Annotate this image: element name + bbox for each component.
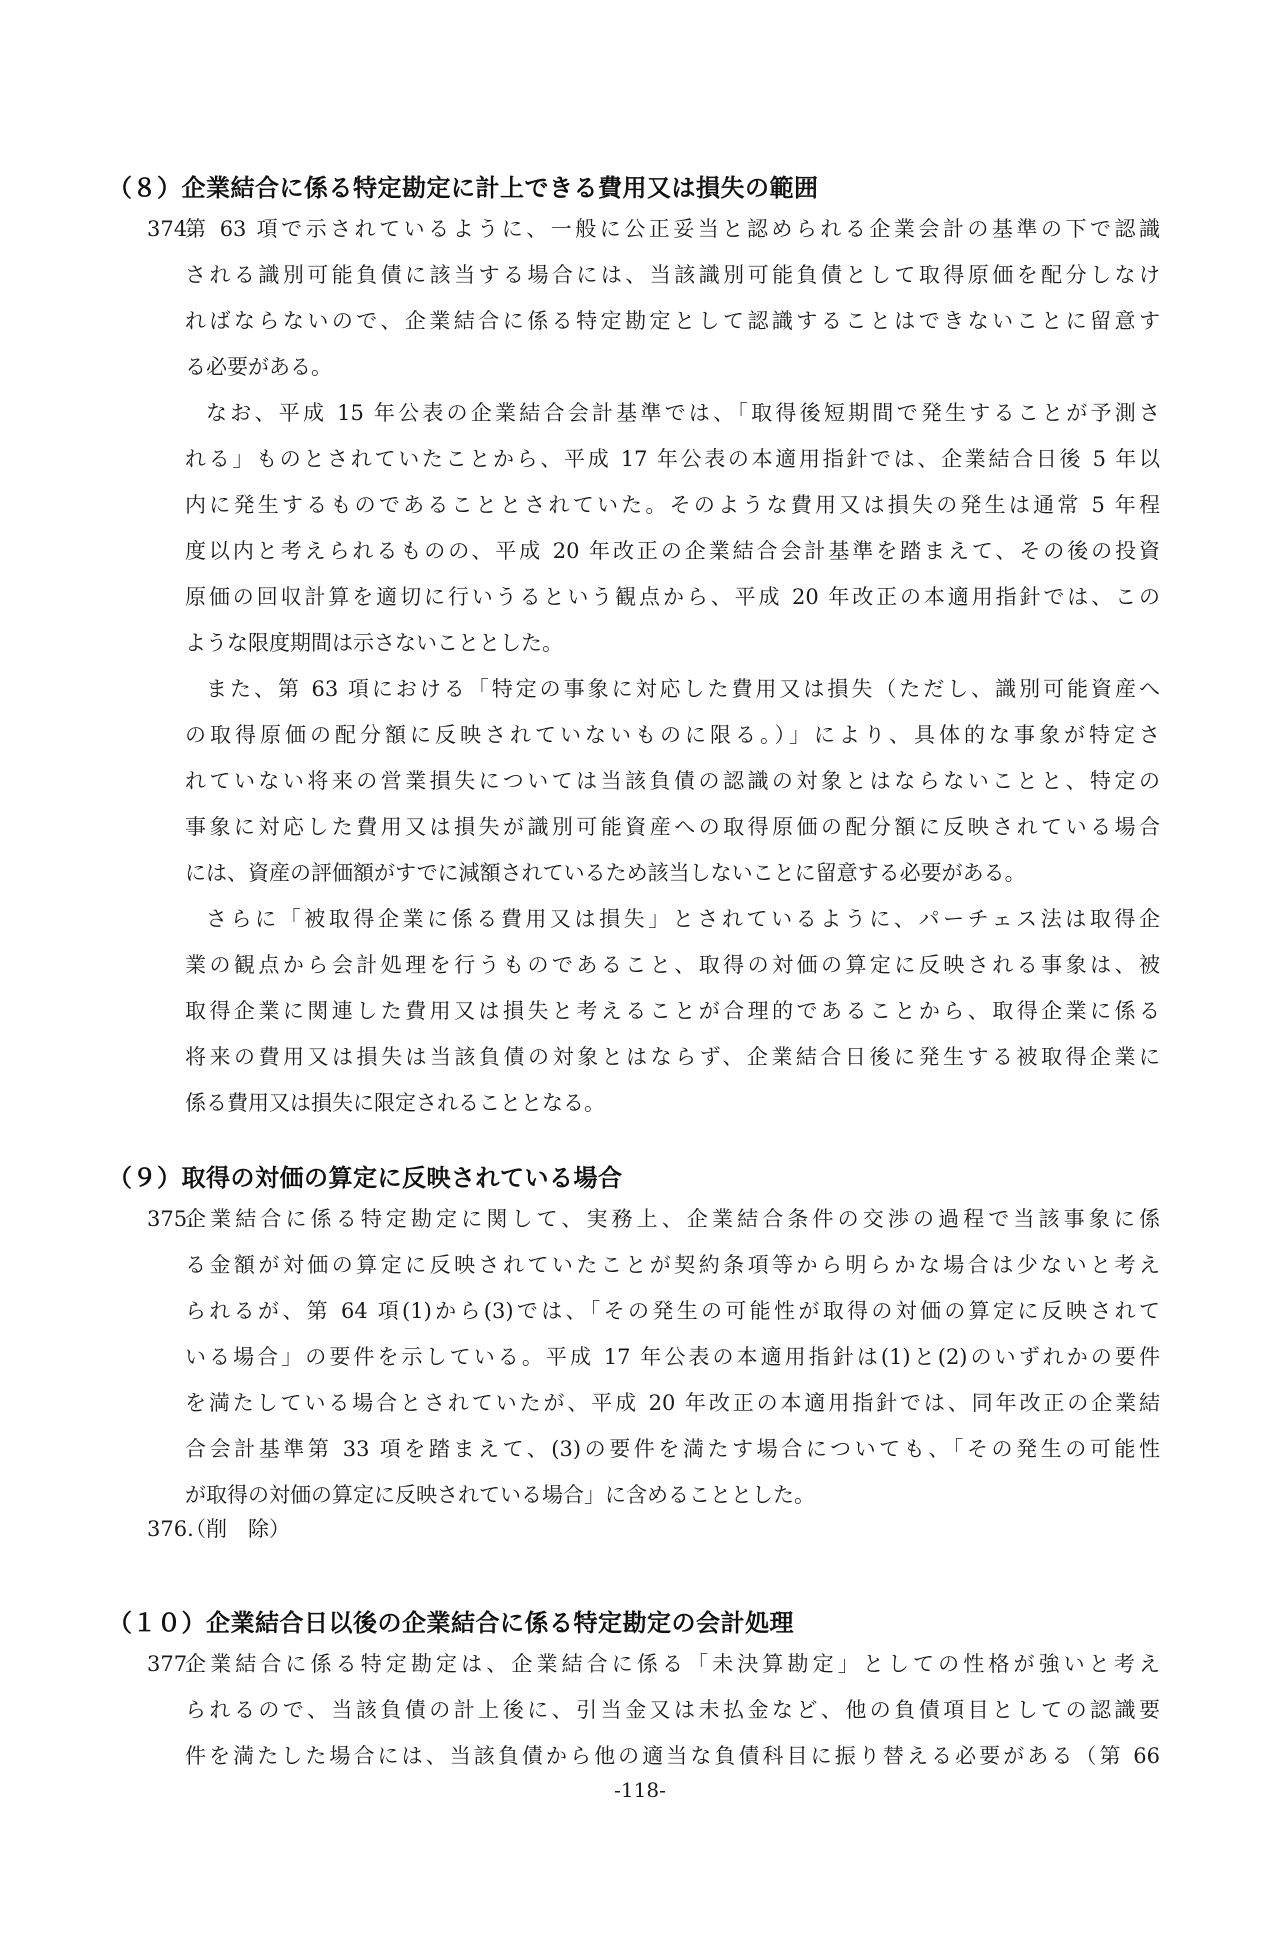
text-line: なお、平成 15 年公表の企業結合会計基準では、「取得後短期間で発生することが予測さ [206, 401, 1160, 425]
text-line: 係る費用又は損失に限定されることとなる。 [185, 1091, 605, 1115]
paragraph-376 [147, 1506, 1160, 1552]
text-line: 取得企業に関連した費用又は損失と考えることが合理的であることから、取得企業に係る [185, 999, 1160, 1023]
text-line: ればならないので、企業結合に係る特定勘定として認識することはできないことに留意す [185, 309, 1160, 333]
text-line: れていない将来の営業損失については当該負債の認識の対象とはならないことと、特定の [185, 769, 1160, 793]
text-line: 原価の回収計算を適切に行いうるという観点から、平成 20 年改正の本適用指針では、この [185, 585, 1160, 609]
paragraph-375 [147, 1196, 1160, 1518]
text-line: される識別可能負債に該当する場合には、当該識別可能負債として取得原価を配分しなけ [185, 263, 1160, 287]
text-line: を満たしている場合とされていたが、平成 20 年改正の本適用指針では、同年改正の企業結 [185, 1391, 1160, 1415]
text-line: 事象に対応した費用又は損失が識別可能資産への取得原価の配分額に反映されている場合 [185, 815, 1160, 839]
text-line: る必要がある。 [185, 355, 332, 379]
text-line: 内に発生するものであることとされていた。そのような費用又は損失の発生は通常 5 年程 [185, 493, 1160, 517]
item-number: 374. [147, 217, 194, 241]
text-line: 件を満たした場合には、当該負債から他の適当な負債科目に振り替える必要がある（第 66 [185, 1744, 1160, 1768]
text-line: には、資産の評価額がすでに減額されているため該当しないことに留意する必要がある。 [185, 861, 1026, 885]
paragraph-374 [147, 206, 1160, 1126]
item-number: 376. [147, 1517, 194, 1541]
page-number: -118- [614, 1778, 666, 1802]
text-line: また、第 63 項における「特定の事象に対応した費用又は損失（ただし、識別可能資産へ [206, 677, 1160, 701]
text-line: の取得原価の配分額に反映されていないものに限る。）」により、具体的な事象が特定さ [185, 723, 1160, 747]
item-number: 375. [147, 1207, 194, 1231]
text-line: が取得の対価の算定に反映されている場合」に含めることとした。 [185, 1483, 815, 1507]
item-number: 377. [147, 1652, 194, 1676]
text-line: られるので、当該負債の計上後に、引当金又は未払金など、他の負債項目としての認識要 [185, 1698, 1160, 1722]
text-line: 業の観点から会計処理を行うものであること、取得の対価の算定に反映される事象は、被 [185, 953, 1160, 977]
text-line: られるが、第 64 項(1)から(3)では、「その発生の可能性が取得の対価の算定に反映されて [185, 1299, 1160, 1323]
section-heading-9: （９）取得の対価の算定に反映されている場合 [108, 1164, 623, 1192]
paragraph-377 [147, 1641, 1160, 1779]
text-line: さらに「被取得企業に係る費用又は損失」とされているように、パーチェス法は取得企 [206, 907, 1160, 931]
text-line: 第 63 項で示されているように、一般に公正妥当と認められる企業会計の基準の下で認識 [185, 217, 1160, 241]
text-line: 将来の費用又は損失は当該負債の対象とはならず、企業結合日後に発生する被取得企業に [185, 1045, 1160, 1069]
text-line: れる」ものとされていたことから、平成 17 年公表の本適用指針では、企業結合日後 5 年以 [185, 447, 1160, 471]
text-line: ような限度期間は示さないこととした。 [185, 631, 563, 655]
text-line: 企業結合に係る特定勘定に関して、実務上、企業結合条件の交渉の過程で当該事象に係 [185, 1207, 1160, 1231]
section-heading-8: （８）企業結合に係る特定勘定に計上できる費用又は損失の範囲 [108, 174, 819, 202]
text-line: 企業結合に係る特定勘定は、企業結合に係る「未決算勘定」としての性格が強いと考え [185, 1652, 1160, 1676]
text-line: 合会計基準第 33 項を踏まえて、(3)の要件を満たす場合についても、「その発生の可能性 [185, 1437, 1160, 1461]
section-heading-10: （１０）企業結合日以後の企業結合に係る特定勘定の会計処理 [108, 1609, 794, 1637]
text-line: いる場合」の要件を示している。平成 17 年公表の本適用指針は(1)と(2)のいずれかの要件 [185, 1345, 1160, 1369]
text-line: る金額が対価の算定に反映されていたことが契約条項等から明らかな場合は少ないと考え [185, 1253, 1160, 1277]
text-line: （削 除） [185, 1517, 290, 1541]
text-line: 度以内と考えられるものの、平成 20 年改正の企業結合会計基準を踏まえて、その後の投資 [185, 539, 1160, 563]
